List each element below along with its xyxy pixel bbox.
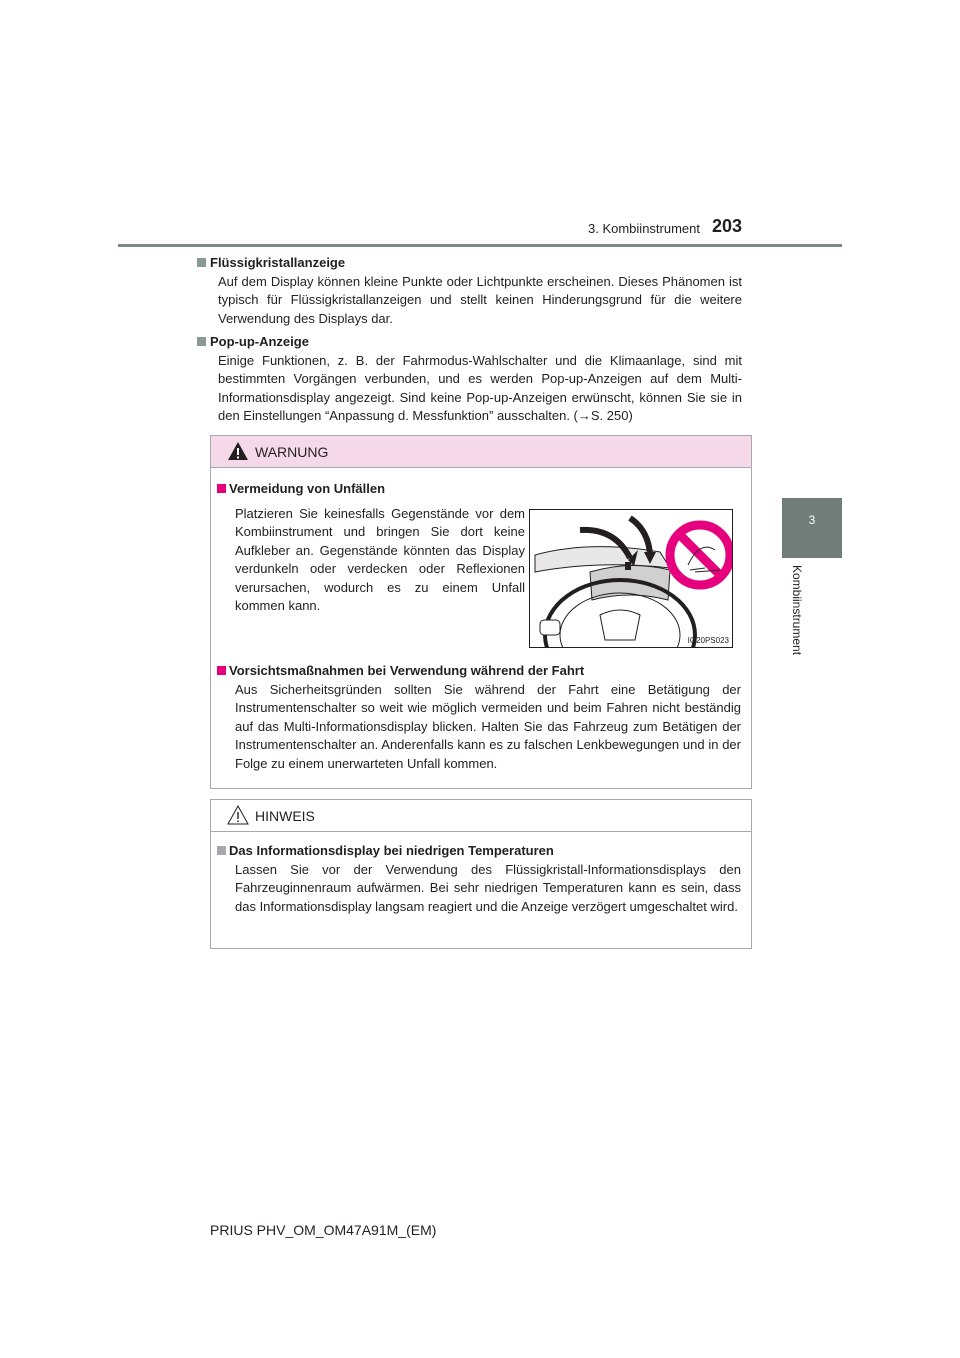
warning-title: WARNUNG xyxy=(255,444,329,460)
dashboard-illustration xyxy=(529,509,733,648)
warning-item xyxy=(229,662,741,773)
square-bullet-icon xyxy=(197,258,206,267)
notice-item-heading xyxy=(229,842,741,861)
header-rule xyxy=(118,244,842,247)
warning-item-title: Vorsichtsmaßnahmen bei Verwendung während der Fahrt xyxy=(229,663,585,678)
notice-item-body: Lassen Sie vor der Verwendung des Flüssigkristall-Informationsdisplays den Fahrzeuginnenraum aufwärmen. Bei sehr niedrigen Temperaturen kann es sein, dass das Informationsdisplay langsam reagiert und die Anzeige verzögert umgeschaltet wird. xyxy=(235,861,741,914)
section-title: Pop-up-Anzeige xyxy=(210,334,309,349)
warning-item-heading xyxy=(229,480,741,499)
section-heading xyxy=(210,333,742,352)
notice-item-title: Das Informationsdisplay bei niedrigen Temperaturen xyxy=(229,843,554,858)
notice-triangle-icon xyxy=(227,805,249,825)
section-body: Einige Funktionen, z. B. der Fahrmodus-Wahlschalter und die Klimaanlage, sind mit bestimmten Vorgängen verbunden, und es werden Pop-up-Anzeigen auf dem Multi-Informationsdisplay angezeigt. Sind keine Pop-up-Anzeigen erwünscht, können Sie sie in den Einstellungen “Anpassung d. Messfunktion” ausschalten. (→S. 250) xyxy=(218,352,742,423)
section-lcd xyxy=(210,254,742,328)
page-number: 203 xyxy=(712,216,743,236)
illustration-code: IO20PS023 xyxy=(687,636,729,645)
warning-box xyxy=(210,435,752,789)
section-popup xyxy=(210,333,742,426)
warning-item-heading xyxy=(229,662,741,681)
warning-item-body: Aus Sicherheitsgründen sollten Sie während der Fahrt eine Betätigung der Instrumentenschalter so weit wie möglich vermeiden und beim Fahren nicht beständig auf das Multi-Informationsdisplay blicken. Halten Sie das Fahrzeug zum Betätigen der Instrumentenschalter an. Anderenfalls kann es zu falschen Lenkbewegungen und in der Folge zu einem unerwarteten Unfall kommen. xyxy=(235,681,741,771)
notice-box xyxy=(210,799,752,949)
square-bullet-icon xyxy=(217,484,226,493)
warning-triangle-icon xyxy=(227,441,249,461)
chapter-tab-number: 3 xyxy=(808,513,816,527)
square-bullet-icon xyxy=(217,846,226,855)
notice-header xyxy=(211,800,751,832)
notice-title: HINWEIS xyxy=(255,808,315,824)
section-title: Flüssigkristallanzeige xyxy=(210,255,346,270)
square-bullet-icon xyxy=(197,337,206,346)
notice-item xyxy=(229,842,741,916)
footer-doc-code: PRIUS PHV_OM_OM47A91M_(EM) xyxy=(210,1222,437,1238)
section-heading xyxy=(210,254,742,273)
chapter-tab-label: Kombiinstrument xyxy=(790,565,804,656)
warning-header xyxy=(211,436,751,468)
section-body: Auf dem Display können kleine Punkte oder Lichtpunkte erscheinen. Dieses Phänomen ist typisch für Flüssigkristallanzeigen und stellt keinen Hinderungsgrund für die weitere Verwendung des Displays dar. xyxy=(218,273,742,326)
warning-item-title: Vermeidung von Unfällen xyxy=(229,481,386,496)
dashboard-drawing xyxy=(530,510,732,647)
warning-item-body: Platzieren Sie keinesfalls Gegenstände vor dem Kombiinstrument und bringen Sie dort keine Aufkleber an. Gegenstände könnten das Display verdunkeln oder verdecken oder Reflexionen verursachen, wodurch es zu einem Unfall kommen kann. xyxy=(235,505,525,613)
chapter-title: 3. Kombiinstrument xyxy=(588,221,700,236)
square-bullet-icon xyxy=(217,666,226,675)
chapter-tab xyxy=(782,498,842,558)
